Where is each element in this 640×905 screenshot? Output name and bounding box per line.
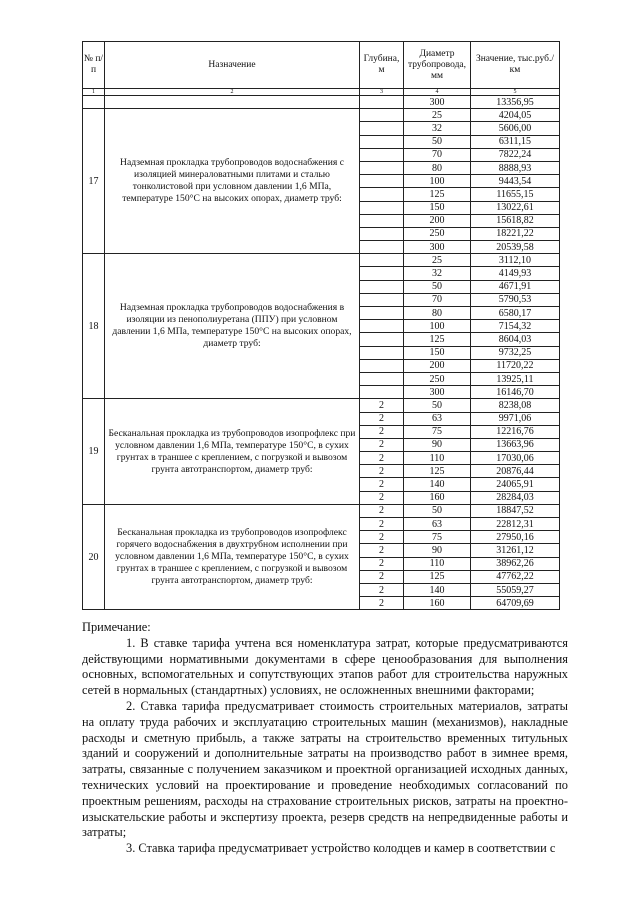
depth-cell <box>360 201 404 214</box>
depth-cell: 2 <box>360 583 404 596</box>
value-cell: 4204,05 <box>471 109 560 122</box>
item-number-cell: 20 <box>83 504 105 610</box>
diameter-cell: 25 <box>404 254 471 267</box>
value-cell: 16146,70 <box>471 386 560 399</box>
diameter-cell: 250 <box>404 372 471 385</box>
depth-cell <box>360 307 404 320</box>
value-cell: 11655,15 <box>471 188 560 201</box>
value-cell: 24065,91 <box>471 478 560 491</box>
diameter-cell: 125 <box>404 188 471 201</box>
diameter-cell: 125 <box>404 333 471 346</box>
diameter-cell: 25 <box>404 109 471 122</box>
value-cell: 20539,58 <box>471 241 560 254</box>
value-cell: 31261,12 <box>471 544 560 557</box>
item-number-cell: 19 <box>83 399 105 505</box>
column-index-row <box>83 89 560 96</box>
value-cell: 18221,22 <box>471 227 560 240</box>
carry-over-row <box>83 96 560 109</box>
depth-cell <box>360 346 404 359</box>
item-number-cell: 18 <box>83 254 105 399</box>
table-row <box>83 109 560 122</box>
value-cell: 3112,10 <box>471 254 560 267</box>
depth-cell: 2 <box>360 399 404 412</box>
depth-cell: 2 <box>360 531 404 544</box>
depth-cell: 2 <box>360 452 404 465</box>
depth-cell: 2 <box>360 491 404 504</box>
diameter-cell: 150 <box>404 346 471 359</box>
depth-cell <box>360 333 404 346</box>
value-cell: 9443,54 <box>471 175 560 188</box>
depth-cell <box>360 293 404 306</box>
depth-cell <box>360 175 404 188</box>
diameter-cell: 100 <box>404 320 471 333</box>
notes-section <box>82 620 568 857</box>
diameter-cell: 90 <box>404 438 471 451</box>
diameter-cell: 110 <box>404 557 471 570</box>
depth-cell: 2 <box>360 570 404 583</box>
note-item: 2. Ставка тарифа предусматривает стоимость строительных материалов, затраты на оплату труда рабочих и эксплуатацию строительных машин (механизмов), накладные расходы и сметную прибыль, а также затраты на строительство временных титульных зданий и сооружений и дополнительные затраты на производство работ в зимнее время, затраты, связанные с получением заказчиком и проектной организацией исходных данных, технических условий на проектирование и проведение необходимых согласований по проектным решениям, расходы на страхование строительных рисков, затраты на проектно-изыскательские работы и экспертизу проекта, резерв средств на непредвиденные работы и затраты; <box>82 698 568 840</box>
depth-cell <box>360 188 404 201</box>
value-cell: 22812,31 <box>471 518 560 531</box>
value-cell: 7822,24 <box>471 148 560 161</box>
value-cell: 4149,93 <box>471 267 560 280</box>
diameter-cell: 125 <box>404 570 471 583</box>
diameter-cell: 125 <box>404 465 471 478</box>
value-cell: 8238,08 <box>471 399 560 412</box>
index-cell: 2 <box>105 89 360 96</box>
depth-cell <box>360 214 404 227</box>
depth-cell: 2 <box>360 412 404 425</box>
value-cell: 4671,91 <box>471 280 560 293</box>
diameter-cell: 160 <box>404 597 471 610</box>
index-cell: 1 <box>83 89 105 96</box>
diameter-cell: 50 <box>404 280 471 293</box>
value-cell: 5606,00 <box>471 122 560 135</box>
table-row <box>83 254 560 267</box>
purpose-cell <box>105 96 360 109</box>
diameter-cell: 75 <box>404 531 471 544</box>
diameter-cell: 32 <box>404 267 471 280</box>
value-cell: 5790,53 <box>471 293 560 306</box>
value-cell: 47762,22 <box>471 570 560 583</box>
diameter-cell: 110 <box>404 452 471 465</box>
value-cell: 9971,06 <box>471 412 560 425</box>
depth-cell <box>360 161 404 174</box>
depth-cell: 2 <box>360 478 404 491</box>
depth-cell: 2 <box>360 597 404 610</box>
depth-cell <box>360 280 404 293</box>
diameter-cell: 70 <box>404 148 471 161</box>
value-cell: 11720,22 <box>471 359 560 372</box>
number-cell <box>83 96 105 109</box>
value-cell: 64709,69 <box>471 597 560 610</box>
item-description-cell: Бесканальная прокладка из трубопроводов изопрофлекс при условном давлении 1,6 МПа, температуре 150°С, в сухих грунтах в траншее с креплением, с погрузкой и вывозом грунта автотранспортом, диаметр труб: <box>105 399 360 505</box>
depth-cell: 2 <box>360 465 404 478</box>
depth-cell: 2 <box>360 425 404 438</box>
depth-cell <box>360 135 404 148</box>
note-item: 1. В ставке тарифа учтена вся номенклатура затрат, которые предусматриваются действующими нормативными документами в сфере ценообразования для выполнения основных, вспомогательных и сопутствующих этапов работ для строительства наружных сетей в нормальных (стандартных) условиях, не осложненных внешними факторами; <box>82 635 568 698</box>
value-cell: 13356,95 <box>471 96 560 109</box>
value-cell: 9732,25 <box>471 346 560 359</box>
value-cell: 20876,44 <box>471 465 560 478</box>
diameter-cell: 150 <box>404 201 471 214</box>
diameter-cell: 90 <box>404 544 471 557</box>
diameter-cell: 50 <box>404 399 471 412</box>
value-cell: 17030,06 <box>471 452 560 465</box>
table-row <box>83 504 560 517</box>
depth-cell <box>360 241 404 254</box>
table-header-row <box>83 42 560 89</box>
diameter-cell: 75 <box>404 425 471 438</box>
table-row <box>83 399 560 412</box>
value-cell: 28284,03 <box>471 491 560 504</box>
value-cell: 7154,32 <box>471 320 560 333</box>
item-number-cell: 17 <box>83 109 105 254</box>
depth-cell: 2 <box>360 544 404 557</box>
item-description-cell: Бесканальная прокладка из трубопроводов изопрофлекс горячего водоснабжения в двухтрубном исполнении при условном давлении 1,6 МПа, температуре 150°С, в сухих грунтах в траншее с креплением, с погрузкой и вывозом грунта автотранспортом, диаметр труб: <box>105 504 360 610</box>
depth-cell <box>360 372 404 385</box>
diameter-cell: 32 <box>404 122 471 135</box>
index-cell: 3 <box>360 89 404 96</box>
depth-cell <box>360 109 404 122</box>
diameter-cell: 70 <box>404 293 471 306</box>
value-cell: 15618,82 <box>471 214 560 227</box>
index-cell: 4 <box>404 89 471 96</box>
value-cell: 12216,76 <box>471 425 560 438</box>
diameter-cell: 200 <box>404 214 471 227</box>
value-cell: 8888,93 <box>471 161 560 174</box>
header-depth: Глубина, м <box>360 42 404 89</box>
depth-cell <box>360 227 404 240</box>
diameter-cell: 250 <box>404 227 471 240</box>
notes-title: Примечание: <box>82 620 151 634</box>
diameter-cell: 80 <box>404 307 471 320</box>
value-cell: 38962,26 <box>471 557 560 570</box>
diameter-cell: 300 <box>404 96 471 109</box>
tariff-table <box>82 41 560 610</box>
value-cell: 13022,61 <box>471 201 560 214</box>
depth-cell <box>360 122 404 135</box>
diameter-cell: 300 <box>404 241 471 254</box>
header-purpose: Назначение <box>105 42 360 89</box>
item-description-cell: Надземная прокладка трубопроводов водоснабжения в изоляции из пенополиуретана (ППУ) при условном давлении 1,6 МПа, температуре 150°С на высоких опорах, диаметр труб: <box>105 254 360 399</box>
header-diameter: Диаметр трубопровода, мм <box>404 42 471 89</box>
header-number: № п/п <box>83 42 105 89</box>
value-cell: 27950,16 <box>471 531 560 544</box>
diameter-cell: 140 <box>404 478 471 491</box>
note-item: 3. Ставка тарифа предусматривает устройство колодцев и камер в соответствии с <box>126 841 556 856</box>
depth-cell <box>360 148 404 161</box>
value-cell: 6580,17 <box>471 307 560 320</box>
depth-cell <box>360 254 404 267</box>
depth-cell <box>360 96 404 109</box>
value-cell: 13663,96 <box>471 438 560 451</box>
index-cell: 5 <box>471 89 560 96</box>
depth-cell <box>360 359 404 372</box>
depth-cell: 2 <box>360 518 404 531</box>
depth-cell <box>360 386 404 399</box>
diameter-cell: 50 <box>404 504 471 517</box>
diameter-cell: 300 <box>404 386 471 399</box>
value-cell: 18847,52 <box>471 504 560 517</box>
depth-cell: 2 <box>360 557 404 570</box>
diameter-cell: 160 <box>404 491 471 504</box>
diameter-cell: 200 <box>404 359 471 372</box>
value-cell: 8604,03 <box>471 333 560 346</box>
value-cell: 6311,15 <box>471 135 560 148</box>
depth-cell <box>360 320 404 333</box>
depth-cell: 2 <box>360 438 404 451</box>
diameter-cell: 100 <box>404 175 471 188</box>
value-cell: 13925,11 <box>471 372 560 385</box>
diameter-cell: 80 <box>404 161 471 174</box>
depth-cell <box>360 267 404 280</box>
item-description-cell: Надземная прокладка трубопроводов водоснабжения с изоляцией минераловатными плитами и сталью тонколистовой при условном давлении 1,6 МПа, температуре 150°С на высоких опорах, диаметр труб: <box>105 109 360 254</box>
diameter-cell: 50 <box>404 135 471 148</box>
depth-cell: 2 <box>360 504 404 517</box>
diameter-cell: 63 <box>404 518 471 531</box>
diameter-cell: 140 <box>404 583 471 596</box>
header-value: Значение, тыс.руб./км <box>471 42 560 89</box>
value-cell: 55059,27 <box>471 583 560 596</box>
diameter-cell: 63 <box>404 412 471 425</box>
